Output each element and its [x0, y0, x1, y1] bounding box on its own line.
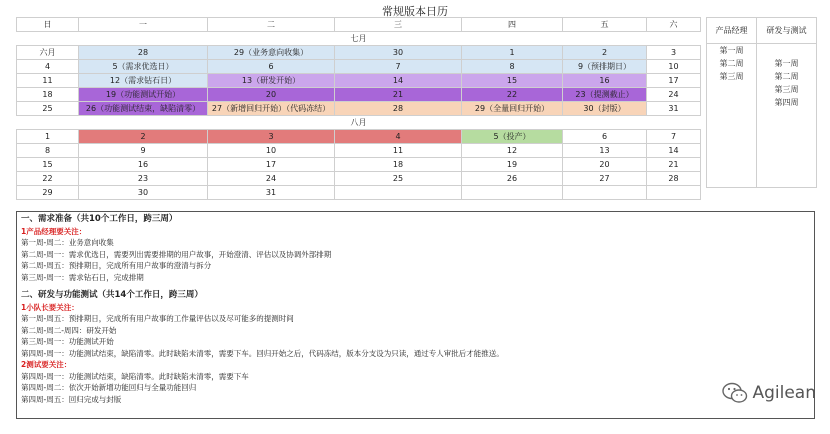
section1-title: 一、需求准备（共10个工作日，跨三周） — [21, 214, 178, 224]
calendar-day: 24 — [647, 88, 701, 102]
section2-item: 第三周-周一：功能测试开始 — [21, 337, 114, 346]
calendar-day: 1 — [462, 46, 563, 60]
calendar-day: 2 — [79, 130, 208, 144]
calendar-day: 27（新增回归开始）（代码冻结） — [208, 102, 335, 116]
calendar-day: 29（全量回归开始） — [462, 102, 563, 116]
month-label-july: 七月 — [17, 32, 701, 46]
calendar-day: 27 — [563, 172, 647, 186]
section2-test-item: 第四周-周一：功能测试结束，缺陷清零。此时缺陷未清零，需要下车 — [21, 371, 249, 381]
month-row-august — [17, 116, 701, 130]
role-cell — [707, 135, 757, 148]
calendar-day: 21 — [335, 88, 462, 102]
calendar-day: 23（提测截止） — [563, 88, 647, 102]
section2-item: 第一周-周五：预排期日，完成所有用户故事的工作量评估以及尽可能多的提测时间 — [21, 314, 294, 323]
calendar-day: 13（研发开始） — [208, 74, 335, 88]
role-cell: 第四周 — [757, 96, 817, 109]
calendar-day: 12 — [462, 144, 563, 158]
description-box — [16, 211, 815, 419]
calendar-week-row — [17, 102, 701, 116]
calendar-day: 11 — [335, 144, 462, 158]
calendar-day — [563, 186, 647, 200]
calendar-day: 9 — [79, 144, 208, 158]
role-cell — [707, 174, 757, 188]
role-row — [707, 83, 817, 96]
role-cell — [757, 44, 817, 58]
weekday-fri: 五 — [563, 18, 647, 32]
role-cell: 第二周 — [707, 57, 757, 70]
weekday-sat: 六 — [647, 18, 701, 32]
calendar-day: 15 — [462, 74, 563, 88]
calendar-day: 20 — [563, 158, 647, 172]
calendar-day: 15 — [17, 158, 79, 172]
role-header-pm: 产品经理 — [707, 18, 757, 44]
weekday-mon: 一 — [79, 18, 208, 32]
role-header-dev: 研发与测试 — [757, 18, 817, 44]
calendar-day — [335, 186, 462, 200]
weekday-header-row — [17, 18, 701, 32]
calendar-day: 6 — [208, 60, 335, 74]
role-cell — [707, 148, 757, 161]
section2-subtitle-test: 2测试要关注： — [21, 360, 72, 369]
role-cell — [707, 83, 757, 96]
role-cell — [707, 109, 757, 122]
calendar-day: 16 — [79, 158, 208, 172]
calendar-day: 20 — [208, 88, 335, 102]
calendar-day: 18 — [335, 158, 462, 172]
role-cell — [757, 135, 817, 148]
calendar-day: 29 — [17, 186, 79, 200]
role-row — [707, 70, 817, 83]
calendar-day: 25 — [17, 102, 79, 116]
calendar-day: 8 — [462, 60, 563, 74]
calendar-week-row — [17, 46, 701, 60]
calendar-day: 4 — [17, 60, 79, 74]
section2-title: 二、研发与功能测试（共14个工作日，跨三周） — [21, 290, 203, 300]
calendar-day: 22 — [462, 88, 563, 102]
role-cell — [707, 122, 757, 135]
calendar-day: 25 — [335, 172, 462, 186]
calendar-day: 26 — [462, 172, 563, 186]
watermark-text: Agilean — [752, 383, 816, 403]
wechat-icon — [722, 382, 748, 404]
watermark — [722, 382, 816, 404]
section1-item: 第二周-周五：预排期日，完成所有用户故事的澄清与拆分 — [21, 261, 212, 270]
section1-subtitle: 1产品经理要关注： — [21, 226, 87, 236]
section2-item: 第四周-周一：功能测试结束，缺陷清零。此时缺陷未清零，需要下车。回归开始之后，代码冻结，版本分支设为只读，通过专人审批后才能推送。 — [21, 348, 504, 358]
calendar-day: 23 — [79, 172, 208, 186]
calendar-week-row — [17, 74, 701, 88]
calendar-day: 7 — [335, 60, 462, 74]
role-row — [707, 96, 817, 109]
role-cell — [757, 174, 817, 188]
weekday-tue: 二 — [208, 18, 335, 32]
calendar-day: 5（需求优选日） — [79, 60, 208, 74]
weekday-wed: 三 — [335, 18, 462, 32]
section2-test-item: 第四周-周二：依次开始新增功能回归与全量功能回归 — [21, 383, 197, 392]
section2-subtitle-lead: 1小队长要关注： — [21, 302, 79, 312]
calendar-day: 26（功能测试结束，缺陷清零） — [79, 102, 208, 116]
calendar-week-row — [17, 60, 701, 74]
page-title: 常规版本日历 — [382, 5, 448, 18]
month-row-july — [17, 32, 701, 46]
role-row — [707, 174, 817, 188]
calendar-day: 12（需求钻石日） — [79, 74, 208, 88]
calendar-day: 9（预排期日） — [563, 60, 647, 74]
section1-item: 第一周-周二：业务意向收集 — [21, 238, 114, 247]
role-cell — [757, 109, 817, 122]
role-cell — [757, 161, 817, 174]
role-row — [707, 161, 817, 174]
calendar-day: 28 — [335, 102, 462, 116]
calendar-day: 22 — [17, 172, 79, 186]
calendar-day: 17 — [647, 74, 701, 88]
calendar-day: 19 — [462, 158, 563, 172]
role-cell: 第一周 — [707, 44, 757, 58]
calendar-day — [462, 186, 563, 200]
calendar-day: 14 — [647, 144, 701, 158]
role-cell — [757, 148, 817, 161]
calendar-day: 7 — [647, 130, 701, 144]
calendar-day: 31 — [208, 186, 335, 200]
calendar-day: 6 — [563, 130, 647, 144]
calendar-day: 1 — [17, 130, 79, 144]
calendar-day: 21 — [647, 158, 701, 172]
calendar-day: 29（业务意向收集） — [208, 46, 335, 60]
role-week-table — [706, 17, 817, 188]
calendar-day: 30 — [79, 186, 208, 200]
calendar-week-row — [17, 186, 701, 200]
section1-item: 第三周-周一：需求钻石日，完成排期 — [21, 272, 144, 282]
calendar-day: 17 — [208, 158, 335, 172]
role-cell: 第二周 — [757, 70, 817, 83]
calendar-day: 11 — [17, 74, 79, 88]
role-cell — [707, 161, 757, 174]
role-cell: 第三周 — [707, 70, 757, 83]
calendar-day: 28 — [647, 172, 701, 186]
calendar-day: 10 — [647, 60, 701, 74]
role-cell: 第三周 — [757, 83, 817, 96]
calendar-week-row — [17, 172, 701, 186]
calendar-day: 19（功能测试开始） — [79, 88, 208, 102]
weekday-thu: 四 — [462, 18, 563, 32]
section2-test-item: 第四周-周五：回归完成与封版 — [21, 394, 122, 404]
role-row — [707, 122, 817, 135]
month-label-august: 八月 — [17, 116, 701, 130]
calendar-day: 30 — [335, 46, 462, 60]
calendar-day: 8 — [17, 144, 79, 158]
weekday-sun: 日 — [17, 18, 79, 32]
calendar-day: 3 — [647, 46, 701, 60]
calendar-day: 3 — [208, 130, 335, 144]
role-row — [707, 148, 817, 161]
calendar-week-row — [17, 130, 701, 144]
calendar-week-row — [17, 88, 701, 102]
role-cell — [757, 122, 817, 135]
calendar-day: 14 — [335, 74, 462, 88]
calendar-day: 28 — [79, 46, 208, 60]
calendar-day: 10 — [208, 144, 335, 158]
calendar-week-row — [17, 144, 701, 158]
calendar-day — [647, 186, 701, 200]
calendar-day: 24 — [208, 172, 335, 186]
role-row — [707, 135, 817, 148]
role-header-row — [707, 18, 817, 44]
role-row — [707, 57, 817, 70]
calendar-day: 18 — [17, 88, 79, 102]
section-gap — [21, 283, 812, 290]
calendar-week-row — [17, 158, 701, 172]
calendar-day: 4 — [335, 130, 462, 144]
calendar-day: 30（封版） — [563, 102, 647, 116]
role-cell: 第一周 — [757, 57, 817, 70]
role-cell — [707, 96, 757, 109]
calendar-day: 5（投产） — [462, 130, 563, 144]
section1-item: 第二周-周一：需求优选日，需要列出需要排期的用户故事，开始澄清、评估以及协调外部排期 — [21, 249, 332, 259]
release-calendar — [16, 17, 701, 200]
calendar-day: 13 — [563, 144, 647, 158]
section2-item: 第二周-周二-周四：研发开始 — [21, 325, 117, 335]
calendar-day: 六月 — [17, 46, 79, 60]
calendar-day: 2 — [563, 46, 647, 60]
role-row — [707, 44, 817, 58]
calendar-day: 31 — [647, 102, 701, 116]
role-row — [707, 109, 817, 122]
calendar-day: 16 — [563, 74, 647, 88]
